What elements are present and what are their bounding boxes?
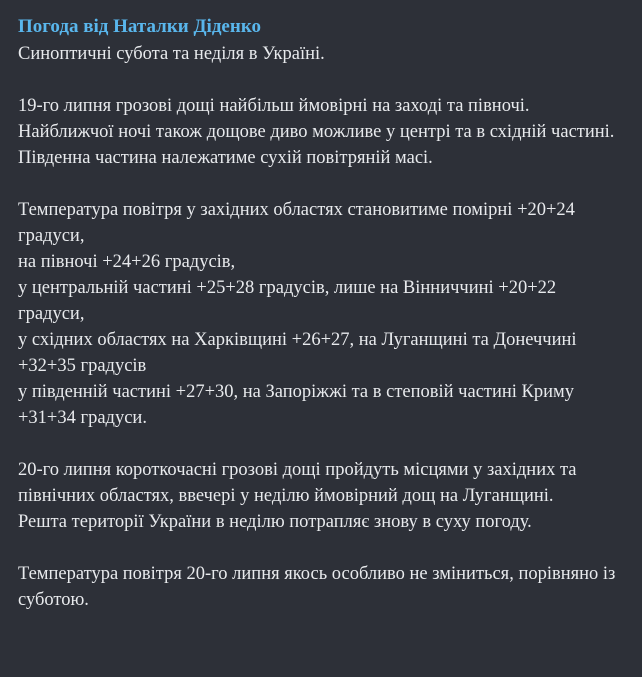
paragraph-spacer bbox=[18, 431, 626, 457]
post-line: на півночі +24+26 градусів, bbox=[18, 252, 236, 272]
post-line: Найближчої ночі також дощове диво можливе у центрі та в східній частині. bbox=[18, 122, 615, 142]
post-line: у центральній частині +25+28 градусів, лише на Вінниччині +20+22 градуси, bbox=[18, 278, 561, 324]
paragraph-spacer bbox=[18, 67, 626, 93]
post-line: 19-го липня грозові дощі найбільш ймовірні на заході та півночі. bbox=[18, 96, 530, 116]
post-line: Температура повітря у західних областях становитиме помірні +20+24 градуси, bbox=[18, 200, 580, 246]
post-line: у східних областях на Харківщині +26+27, на Луганщині та Донеччині +32+35 градусів bbox=[18, 330, 582, 376]
post-line: у південній частині +27+30, на Запоріжжі та в степовій частині Криму +31+34 градуси. bbox=[18, 382, 579, 428]
post-line: Синоптичні субота та неділя в Україні. bbox=[18, 44, 325, 64]
paragraph-spacer bbox=[18, 171, 626, 197]
post-line: 20-го липня короткочасні грозові дощі пройдуть місцями у західних та північних областях, ввечері у неділю ймовірний дощ на Луганщині. bbox=[18, 460, 582, 506]
post-line: Решта території України в неділю потрапляє знову в суху погоду. bbox=[18, 512, 532, 532]
post-body bbox=[18, 41, 626, 613]
post-title: Погода від Наталки Діденко bbox=[18, 16, 262, 37]
post-line: Південна частина належатиме сухій повітряній масі. bbox=[18, 148, 433, 168]
post-line: Температура повітря 20-го липня якось особливо не зміниться, порівняно із суботою. bbox=[18, 564, 620, 610]
paragraph-spacer bbox=[18, 535, 626, 561]
